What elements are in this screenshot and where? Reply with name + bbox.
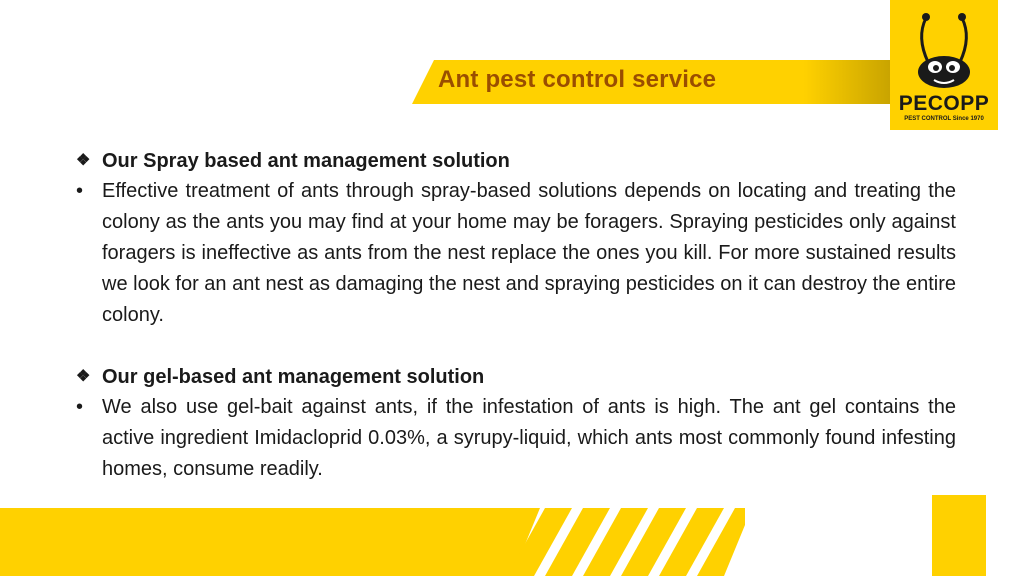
list-item — [76, 392, 956, 485]
footer-stripes — [0, 495, 1024, 576]
logo-name: PECOPP — [898, 92, 990, 115]
section-heading-text: Our Spray based ant management solution — [102, 150, 510, 172]
bullet-icon: • — [76, 396, 84, 418]
logo-tagline: PEST CONTROL Since 1970 — [904, 116, 984, 122]
spray-section — [76, 146, 956, 331]
diamond-bullet-icon: ❖ — [76, 152, 91, 169]
page-title: Ant pest control service — [438, 66, 717, 93]
list-item — [76, 176, 956, 331]
diamond-bullet-icon: ❖ — [76, 368, 91, 385]
pecopp-logo — [890, 0, 998, 130]
gel-section — [76, 362, 956, 485]
bullet-icon: • — [76, 180, 84, 202]
bullet-text: Effective treatment of ants through spray-based solutions depends on locating and treating the colony as the ants you may find at your home may be foragers. Spraying pesticides only against foragers is ineffective as ants from the nest replace the ones you kill. For more sustained results we look for an ant nest as damaging the nest and spraying pesticides on it can destroy the entire colony. — [102, 180, 956, 326]
section-heading — [76, 362, 956, 392]
section-heading — [76, 146, 956, 176]
bullet-text: We also use gel-bait against ants, if the infestation of ants is high. The ant gel contains the active ingredient Imidacloprid 0.03%, a syrupy-liquid, which ants most commonly found infesting homes, consume readily. — [102, 396, 956, 480]
ant-mascot-icon — [890, 0, 998, 90]
section-heading-text: Our gel-based ant management solution — [102, 366, 485, 388]
